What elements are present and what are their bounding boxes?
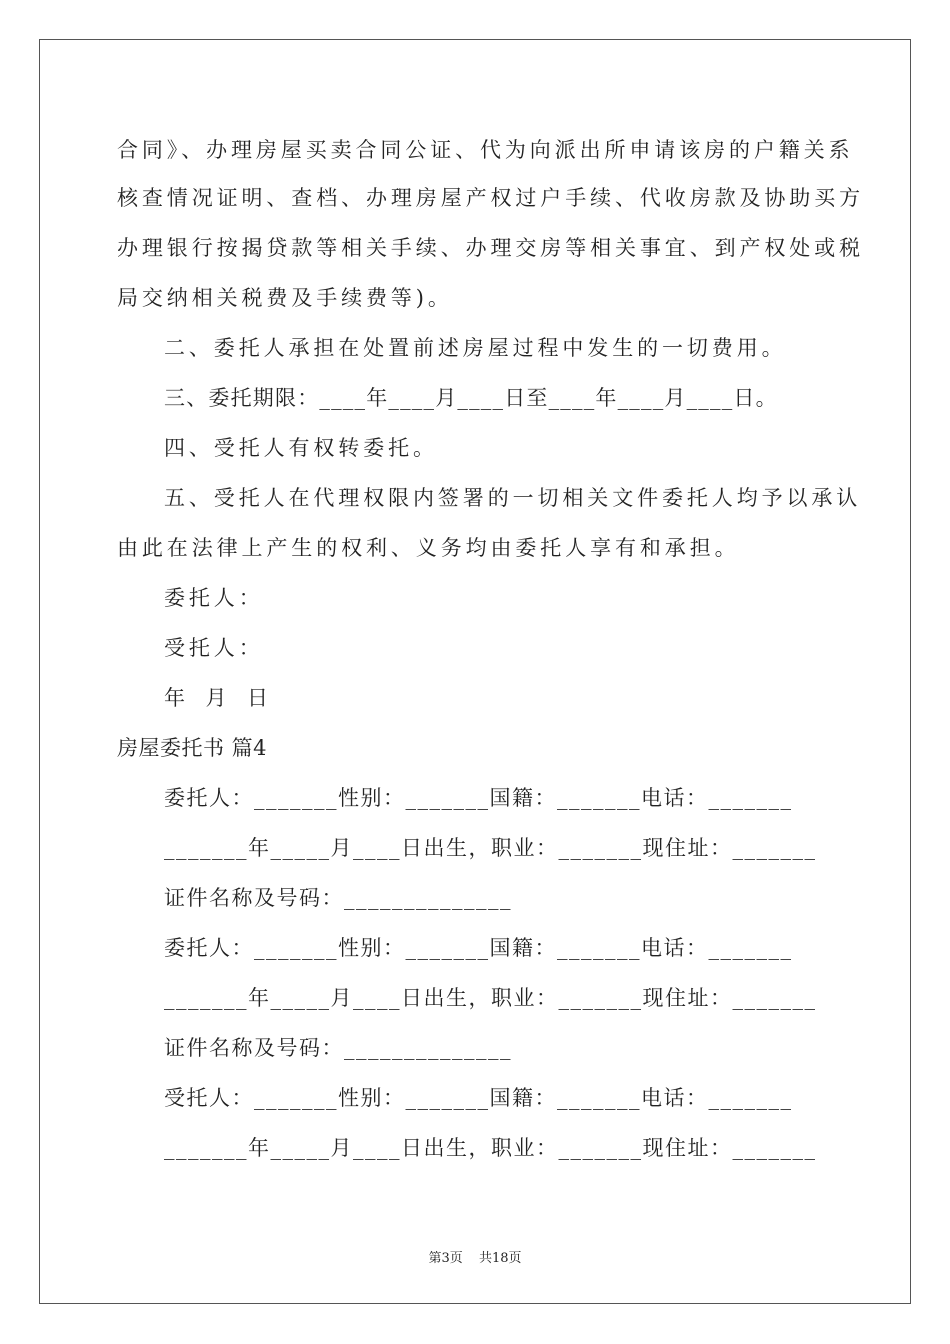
page-total: 共18页: [478, 1251, 522, 1266]
body-line-clause-5-cont: 由此在法律上产生的权利、义务均由委托人享有和承担。: [117, 536, 740, 560]
form-line-principal-1-a: 委托人：_______性别：_______国籍：_______电话：_______: [164, 786, 793, 810]
body-line-clause-5: 五、受托人在代理权限内签署的一切相关文件委托人均予以承认: [164, 486, 862, 510]
body-line-1: 合同》、办理房屋买卖合同公证、代为向派出所申请该房的户籍关系: [117, 138, 854, 162]
page-border: [39, 39, 911, 1304]
body-line-clause-4: 四、受托人有权转委托。: [164, 436, 438, 460]
form-line-principal-2-a: 委托人：_______性别：_______国籍：_______电话：_______: [164, 936, 793, 960]
page-number: 第3页: [428, 1251, 463, 1266]
date-label: 年 月 日: [164, 686, 272, 710]
body-line-clause-2: 二、委托人承担在处置前述房屋过程中发生的一切费用。: [164, 336, 787, 360]
agent-signature-label: 受托人：: [164, 636, 264, 660]
form-line-principal-1-b: _______年_____月____日出生，职业：_______现住址：_______: [164, 836, 817, 860]
body-line-4: 局交纳相关税费及手续费等)。: [117, 286, 453, 310]
body-line-2: 核查情况证明、查档、办理房屋产权过户手续、代收房款及协助买方: [117, 186, 864, 210]
principal-signature-label: 委托人：: [164, 586, 264, 610]
form-line-agent-b: _______年_____月____日出生，职业：_______现住址：_______: [164, 1136, 817, 1160]
form-line-principal-1-id: 证件名称及号码：______________: [164, 886, 512, 910]
form-line-principal-2-id: 证件名称及号码：______________: [164, 1036, 512, 1060]
body-line-3: 办理银行按揭贷款等相关手续、办理交房等相关事宜、到产权处或税: [117, 236, 864, 260]
form-line-principal-2-b: _______年_____月____日出生，职业：_______现住址：_______: [164, 986, 817, 1010]
form-line-agent-a: 受托人：_______性别：_______国籍：_______电话：_______: [164, 1086, 793, 1110]
page-footer: [0, 1247, 950, 1266]
body-line-clause-3: 三、委托期限：____年____月____日至____年____月____日。: [164, 386, 778, 410]
section-title: 房屋委托书 篇4: [117, 736, 268, 760]
